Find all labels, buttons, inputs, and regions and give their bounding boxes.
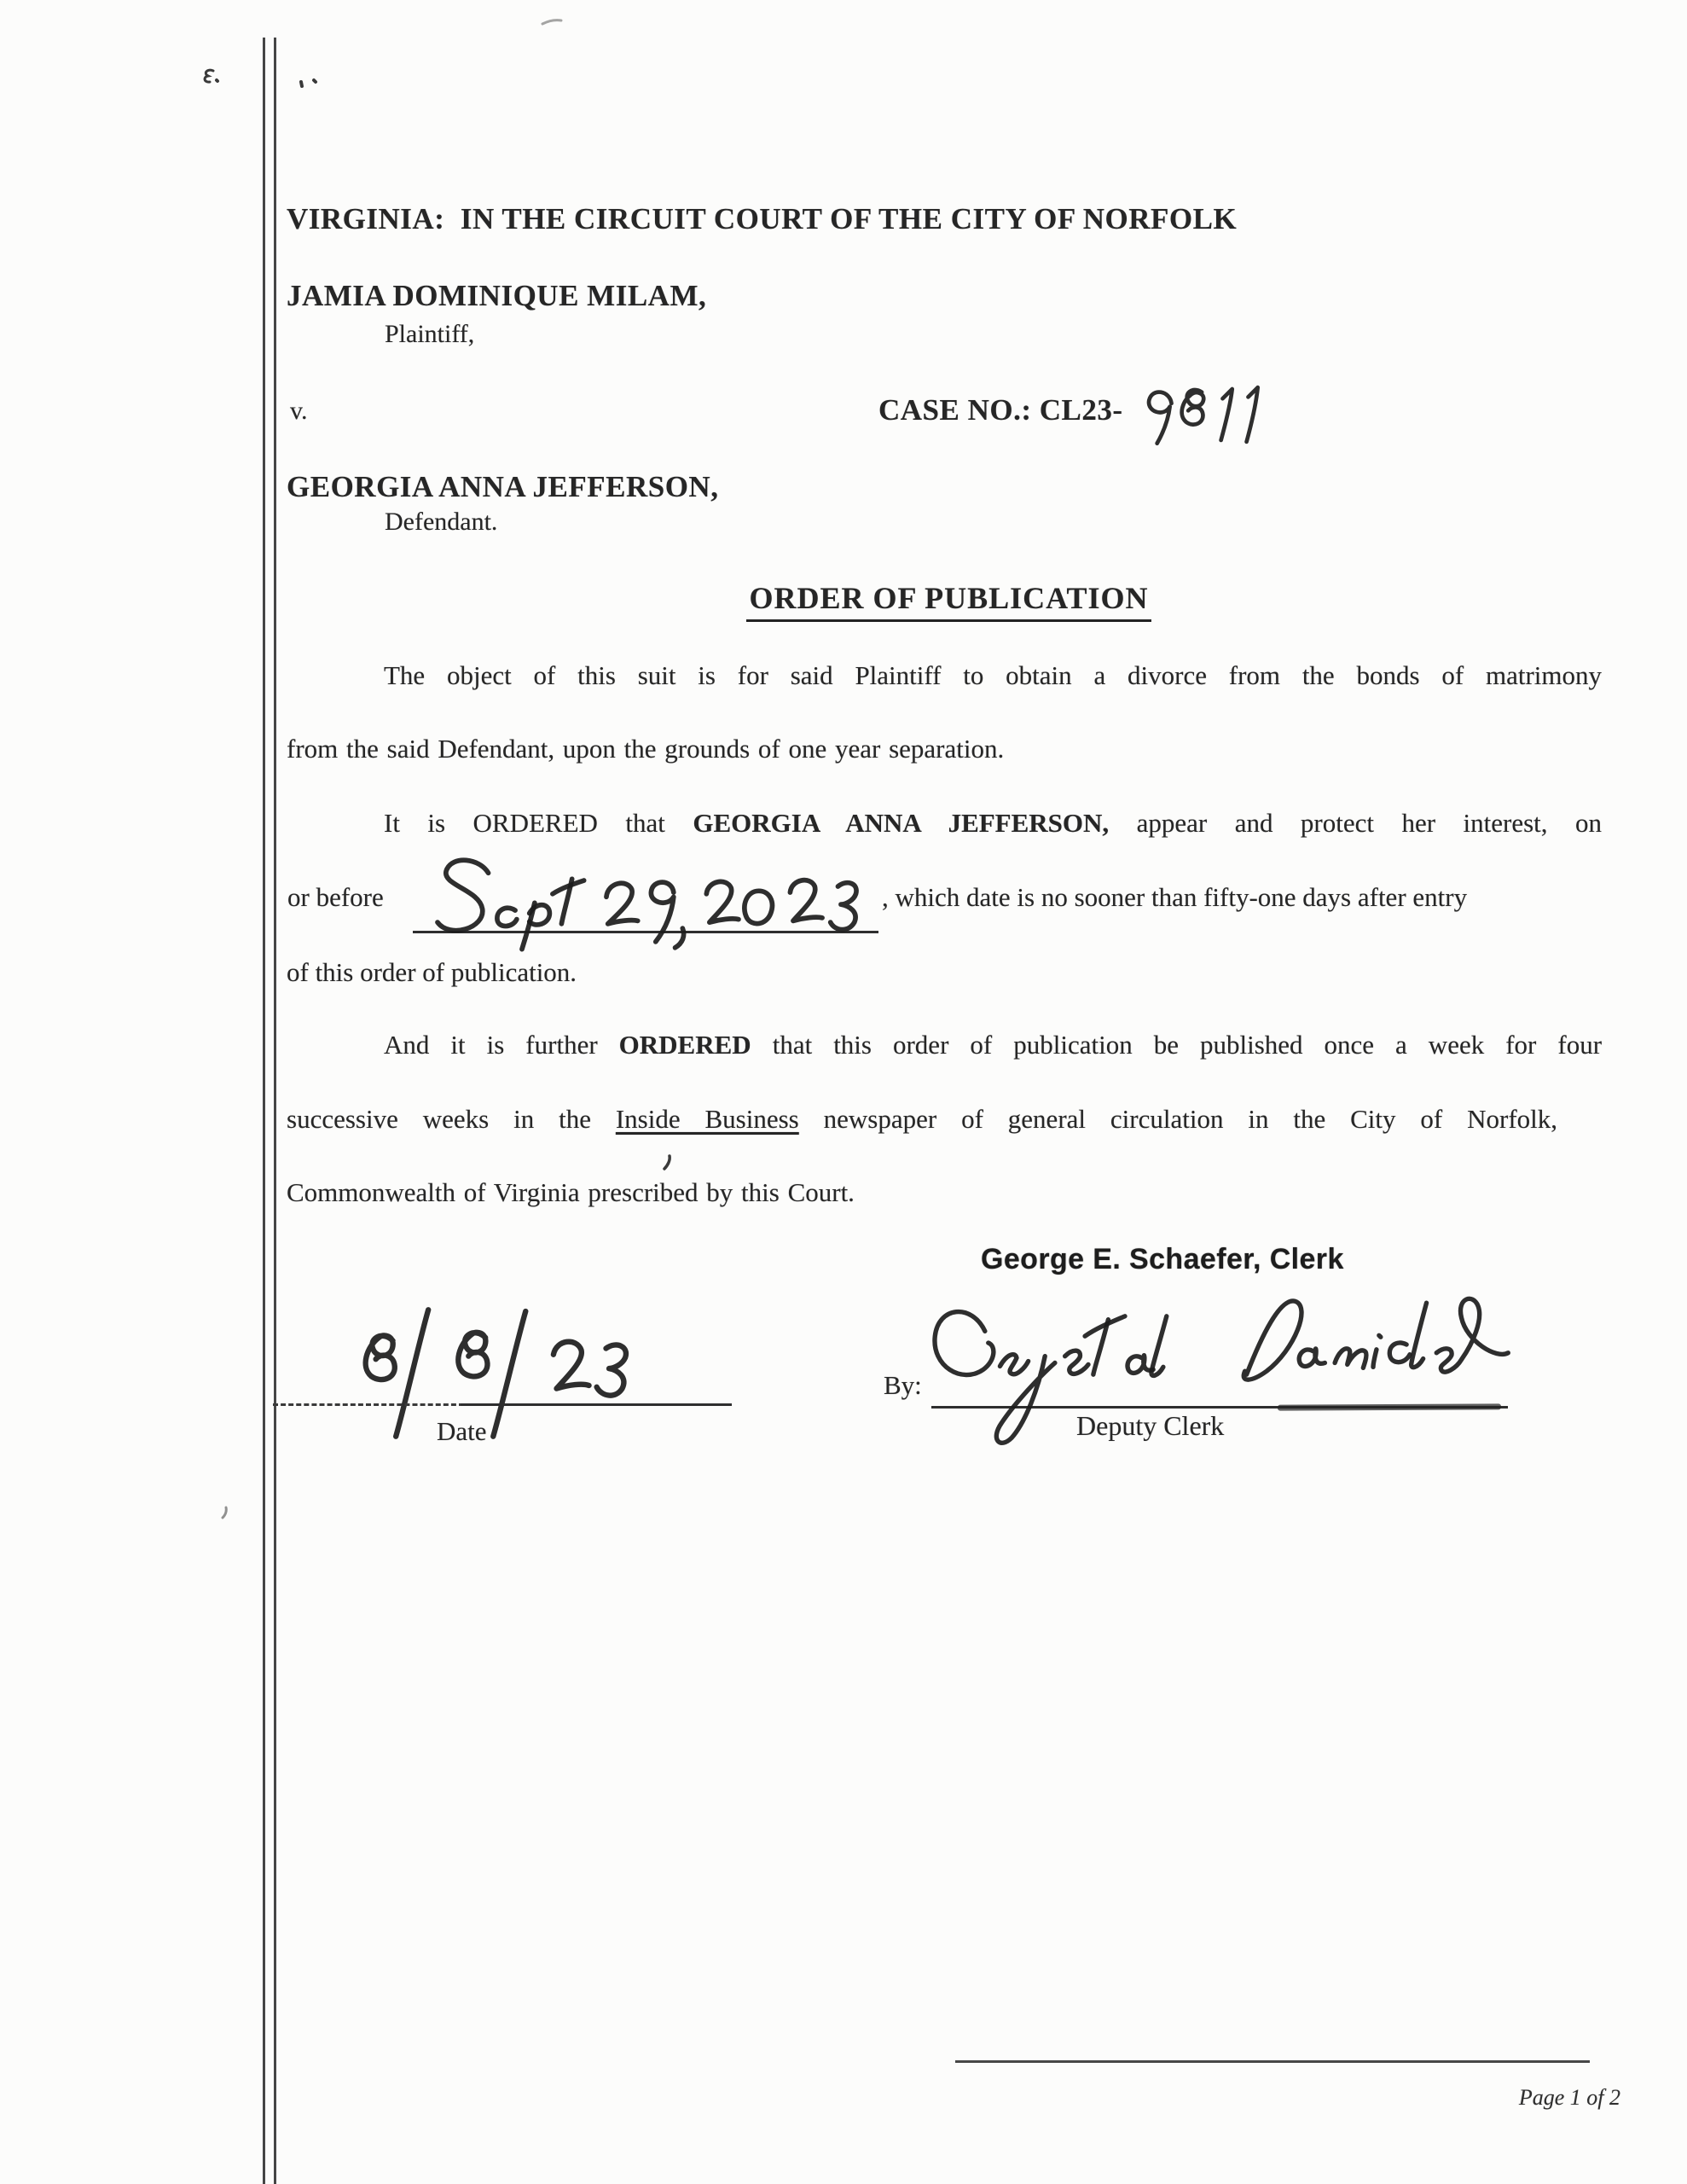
clerk-name-stamp: George E. Schaefer, Clerk	[981, 1243, 1344, 1275]
para3-ordered-bold: ORDERED	[618, 1030, 751, 1060]
handwritten-appearance-date	[413, 845, 878, 953]
margin-rule-line	[274, 38, 276, 2184]
page-number: Page 1 of 2	[1518, 2085, 1620, 2110]
handwritten-case-number	[1139, 376, 1267, 452]
date-label: Date	[437, 1416, 487, 1446]
court-header: VIRGINIA: IN THE CIRCUIT COURT OF THE CITY OF NORFOLK	[287, 202, 1238, 235]
scan-artifact	[220, 1505, 230, 1520]
scan-artifact	[662, 1153, 674, 1172]
para2-line1	[384, 808, 1602, 839]
deputy-clerk-label: Deputy Clerk	[1076, 1410, 1225, 1441]
para3-line3: Commonwealth of Virginia prescribed by this Court.	[287, 1177, 855, 1207]
newspaper-name: Inside Business	[615, 1104, 799, 1134]
plaintiff-name: JAMIA DOMINIQUE MILAM,	[287, 279, 707, 312]
footer-rule	[955, 2060, 1590, 2063]
para2-line1-text: It is ORDERED that	[384, 808, 665, 838]
title-row	[286, 580, 1612, 616]
para2-line1-text-cont: appear and protect her interest, on	[1136, 808, 1602, 838]
scan-artifact	[297, 75, 322, 92]
defendant-name: GEORGIA ANNA JEFFERSON,	[287, 470, 719, 503]
para1-line2: from the said Defendant, upon the grounds of one year separation.	[287, 734, 1005, 764]
para3-line2	[287, 1104, 1557, 1136]
para2-line2-prefix: or before	[287, 882, 384, 912]
date-signature-line	[461, 1403, 732, 1406]
para3-line2-text: successive weeks in the	[287, 1104, 591, 1134]
document-title: ORDER OF PUBLICATION	[746, 581, 1151, 622]
margin-rule-line	[263, 38, 265, 2184]
para2-line3: of this order of publication.	[287, 957, 577, 987]
para3-line1-text: And it is further	[384, 1030, 598, 1060]
date-signature-line	[273, 1403, 464, 1406]
para2-defendant-name: GEORGIA ANNA JEFFERSON,	[693, 808, 1110, 838]
by-label: By:	[884, 1370, 922, 1400]
scan-artifact	[539, 14, 565, 31]
para1-line1: The object of this suit is for said Plaintiff to obtain a divorce from the bonds of matrimony	[384, 660, 1602, 690]
para3-line1-text-cont: that this order of publication be published once a week for four	[772, 1030, 1603, 1060]
case-number-label: CASE NO.: CL23-	[878, 393, 1123, 427]
scan-artifact	[200, 67, 222, 87]
defendant-role-label: Defendant.	[385, 508, 498, 536]
para3-line1	[384, 1030, 1602, 1061]
para2-line2-suffix: , which date is no sooner than fifty-one days after entry	[882, 882, 1468, 912]
versus-label: v.	[290, 397, 308, 425]
para3-line2-text-cont: newspaper of general circulation in the City of Norfolk,	[823, 1104, 1558, 1134]
plaintiff-role-label: Plaintiff,	[385, 320, 475, 348]
handwritten-order-date	[324, 1304, 699, 1443]
